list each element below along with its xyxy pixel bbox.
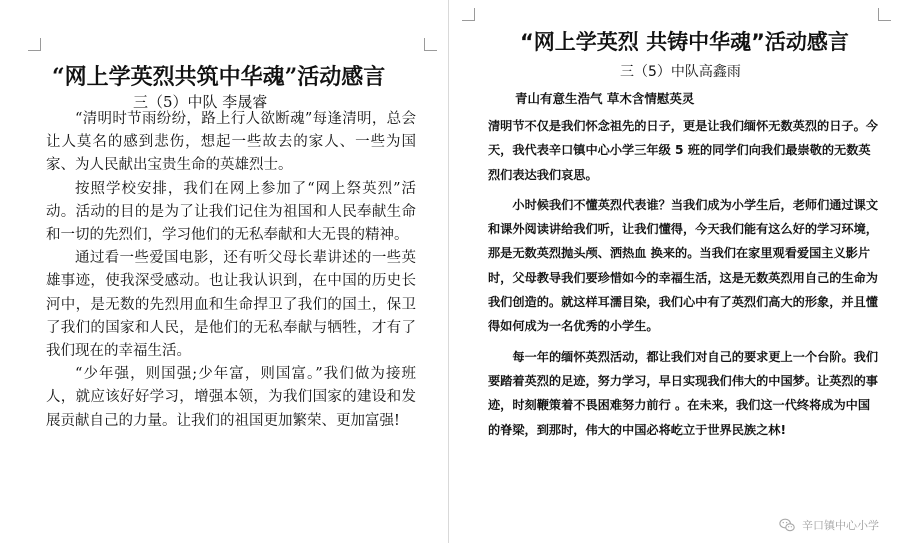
left-page-corner-mark-left — [28, 38, 41, 51]
wechat-icon — [778, 516, 796, 534]
left-doc-paragraph: “少年强，则国强;少年富，则国富。”我们做为接班人，就应该好好学习，增强本领，为我们国家的建设和发展贡献自己的力量。让我们的祖国更加繁荣、更加富强! — [46, 366, 416, 429]
right-doc-subtitle: 青山有意生浩气 草木含情慰英灵 — [515, 91, 695, 106]
right-doc-paragraph: 清明节不仅是我们怀念祖先的日子，更是让我们缅怀无数英烈的日子。今天，我代表辛口镇中心小学三年级 5 班的同学们向我们最崇敬的无数英烈们表达我们哀思。 — [488, 119, 878, 182]
right-page-corner-mark-right — [878, 8, 891, 21]
watermark-text: 辛口镇中心小学 — [802, 519, 879, 532]
left-doc-paragraph: “清明时节雨纷纷，路上行人欲断魂”每逢清明，总会让人莫名的感到悲伤，想起一些故去的家人、一些为国家、为人民献出宝贵生命的英雄烈士。 — [46, 111, 416, 174]
right-doc-byline: 三（5）中队高鑫雨 — [620, 64, 741, 80]
right-doc-body — [488, 114, 880, 442]
page-divider — [448, 0, 449, 543]
right-page-corner-mark-left — [462, 8, 475, 21]
left-doc-body — [46, 108, 416, 433]
left-doc-title: “网上学英烈共筑中华魂”活动感言 — [52, 64, 386, 90]
left-doc-paragraph: 通过看一些爱国电影，还有听父母长辈讲述的一些英雄事迹，使我深受感动。也让我认识到，在中国的历史长河中，是无数的先烈用血和生命捍卫了我们的国土，保卫了我们的国家和人民，是他们的无私奉献与牺牲，才有了我们现在的幸福生活。 — [46, 250, 416, 360]
right-doc-title: “网上学英烈 共铸中华魂”活动感言 — [520, 30, 849, 54]
watermark — [778, 516, 879, 534]
left-doc-byline: 三（5）中队 李晟睿 — [133, 93, 268, 111]
left-page-corner-mark-right — [424, 38, 437, 51]
right-doc-paragraph: 小时候我们不懂英烈代表谁？当我们成为小学生后，老师们通过课文和课外阅读讲给我们听，让我们懂得，今天我们能有这么好的学习环境，那是无数英烈抛头颅、洒热血 换来的。当我们在家里观看爱国主义影片时，父母教导我们要珍惜如今的幸福生活，这是无数英烈用自己的生命为我们创造的。就这样耳濡目染，我们心中有了英烈们高大的形象，并且懂得如何成为一名优秀的小学生。 — [488, 197, 879, 334]
left-doc-paragraph: 按照学校安排，我们在网上参加了“网上祭英烈”活动。活动的目的是为了让我们记住为祖国和人民奉献生命和一切的先烈们，学习他们的无私奉献和大无畏的精神。 — [46, 180, 416, 244]
right-doc-paragraph: 每一年的缅怀英烈活动，都让我们对自己的要求更上一个台阶。我们要踏着英烈的足迹，努力学习，早日实现我们伟大的中国梦。让英烈的事迹，时刻鞭策着不畏困难努力前行 。在未来，我们这一代终将成为中国的脊梁，到那时，伟大的中国必将屹立于世界民族之林! — [488, 349, 879, 437]
